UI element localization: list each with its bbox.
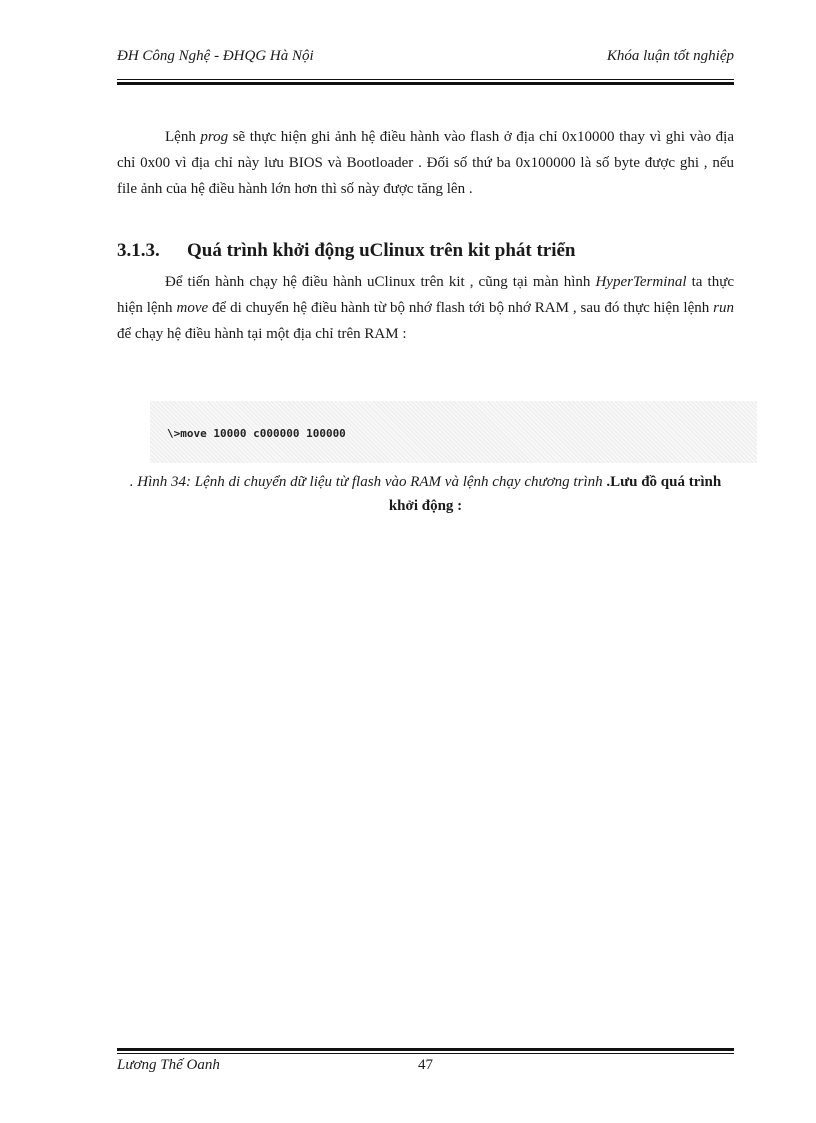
- paragraph2-hyperterminal: HyperTerminal: [595, 274, 687, 290]
- paragraph2-text-1: Để tiến hành chạy hệ điều hành uClinux trên kit , cũng tại màn hình: [165, 274, 596, 290]
- page-header: [117, 48, 734, 70]
- section-title: Quá trình khởi động uClinux trên kit phát triển: [187, 240, 576, 261]
- footer-author: Lương Thế Oanh: [117, 1057, 220, 1073]
- paragraph1-command-prog: prog: [200, 129, 229, 145]
- paragraph2-text-4: để chạy hệ điều hành tại một địa chỉ trên RAM :: [117, 326, 407, 342]
- terminal-screenshot: [150, 401, 757, 463]
- footer-rule-thick: [117, 1048, 734, 1051]
- header-university: ĐH Công Nghệ - ĐHQG Hà Nội: [117, 48, 314, 64]
- header-rule-thick: [117, 82, 734, 85]
- paragraph1-text-1: Lệnh: [165, 129, 201, 145]
- paragraph2-command-move: move: [176, 300, 209, 316]
- paragraph-prog-command: [117, 124, 734, 202]
- header-rule-thin: [117, 79, 734, 80]
- terminal-line: \>move 10000 c000000 100000: [167, 427, 346, 440]
- paragraph2-command-run: run: [713, 300, 734, 316]
- header-thesis-title: Khóa luận tốt nghiệp: [606, 48, 734, 64]
- paragraph-boot-process: [117, 269, 734, 347]
- paragraph1-text-2: sẽ thực hiện ghi ảnh hệ điều hành vào flash ở địa chỉ 0x10000 thay vì ghi vào địa chỉ 0x00 vì địa chỉ này lưu BIOS và Bootloader . Đối số thứ ba 0x100000 là số byte được ghi , nếu file ảnh của hệ điều hành lớn hơn thì số này được tăng lên .: [117, 129, 734, 197]
- caption-flowchart-title: .Lưu đồ quá trình khởi động :: [388, 474, 722, 514]
- caption-figure-label: . Hình 34: Lệnh di chuyển dữ liệu từ flash vào RAM và lệnh chạy chương trình: [129, 474, 607, 490]
- footer-rule-thin: [117, 1053, 734, 1054]
- paragraph2-text-3: để di chuyển hệ điều hành từ bộ nhớ flash tới bộ nhớ RAM , sau đó thực hiện lệnh: [208, 300, 714, 316]
- figure-caption: [117, 470, 734, 518]
- section-number: 3.1.3.: [117, 240, 160, 261]
- page-number: 47: [418, 1057, 433, 1073]
- paragraph2-text-2: ta thực hiện lệnh: [117, 274, 734, 316]
- section-heading: [117, 240, 734, 262]
